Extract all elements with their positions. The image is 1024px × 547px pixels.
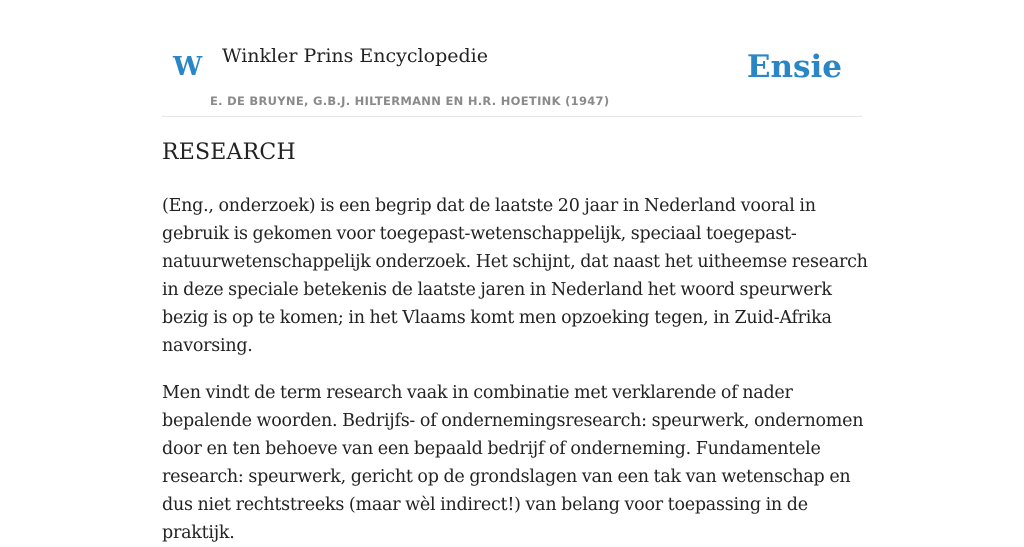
article-page (162, 0, 868, 543)
article-paragraph-2: Men vindt de term research vaak in combinatie met verklarende of nader bepalende woorden. Bedrijfs- of ondernemingsresearch: speurwerk, ondernomen door en ten behoeve van een bepaald bedrijf of onderneming. Fundamentele research: speurwerk, gericht op de grondslagen van een tak van wetenschap en dus niet rechtstreeks (maar wèl indirect!) van belang voor toepassing in de praktijk. (162, 383, 864, 543)
source-header (162, 0, 862, 117)
article-paragraph-1: (Eng., onderzoek) is een begrip dat de laatste 20 jaar in Nederland vooral in gebruik is gekomen voor toegepast-wetenschappelijk, speciaal toegepast-natuurwetenschappelijk onderzoek. Het schijnt, dat naast het uitheemse research in deze speciale betekenis de laatste jaren in Nederland het woord speurwerk bezig is op te komen; in het Vlaams komt men opzoeking tegen, in Zuid-Afrika navorsing. (162, 196, 868, 356)
source-title-link[interactable]: Winkler Prins Encyclopedie (222, 45, 488, 67)
source-authors: E. DE BRUYNE, G.B.J. HILTERMANN EN H.R. HOETINK (1947) (210, 94, 610, 108)
ensie-logo[interactable]: Ensie (746, 49, 842, 85)
article-headword: RESEARCH (162, 140, 296, 165)
winkler-prins-logo[interactable]: W (173, 52, 203, 82)
